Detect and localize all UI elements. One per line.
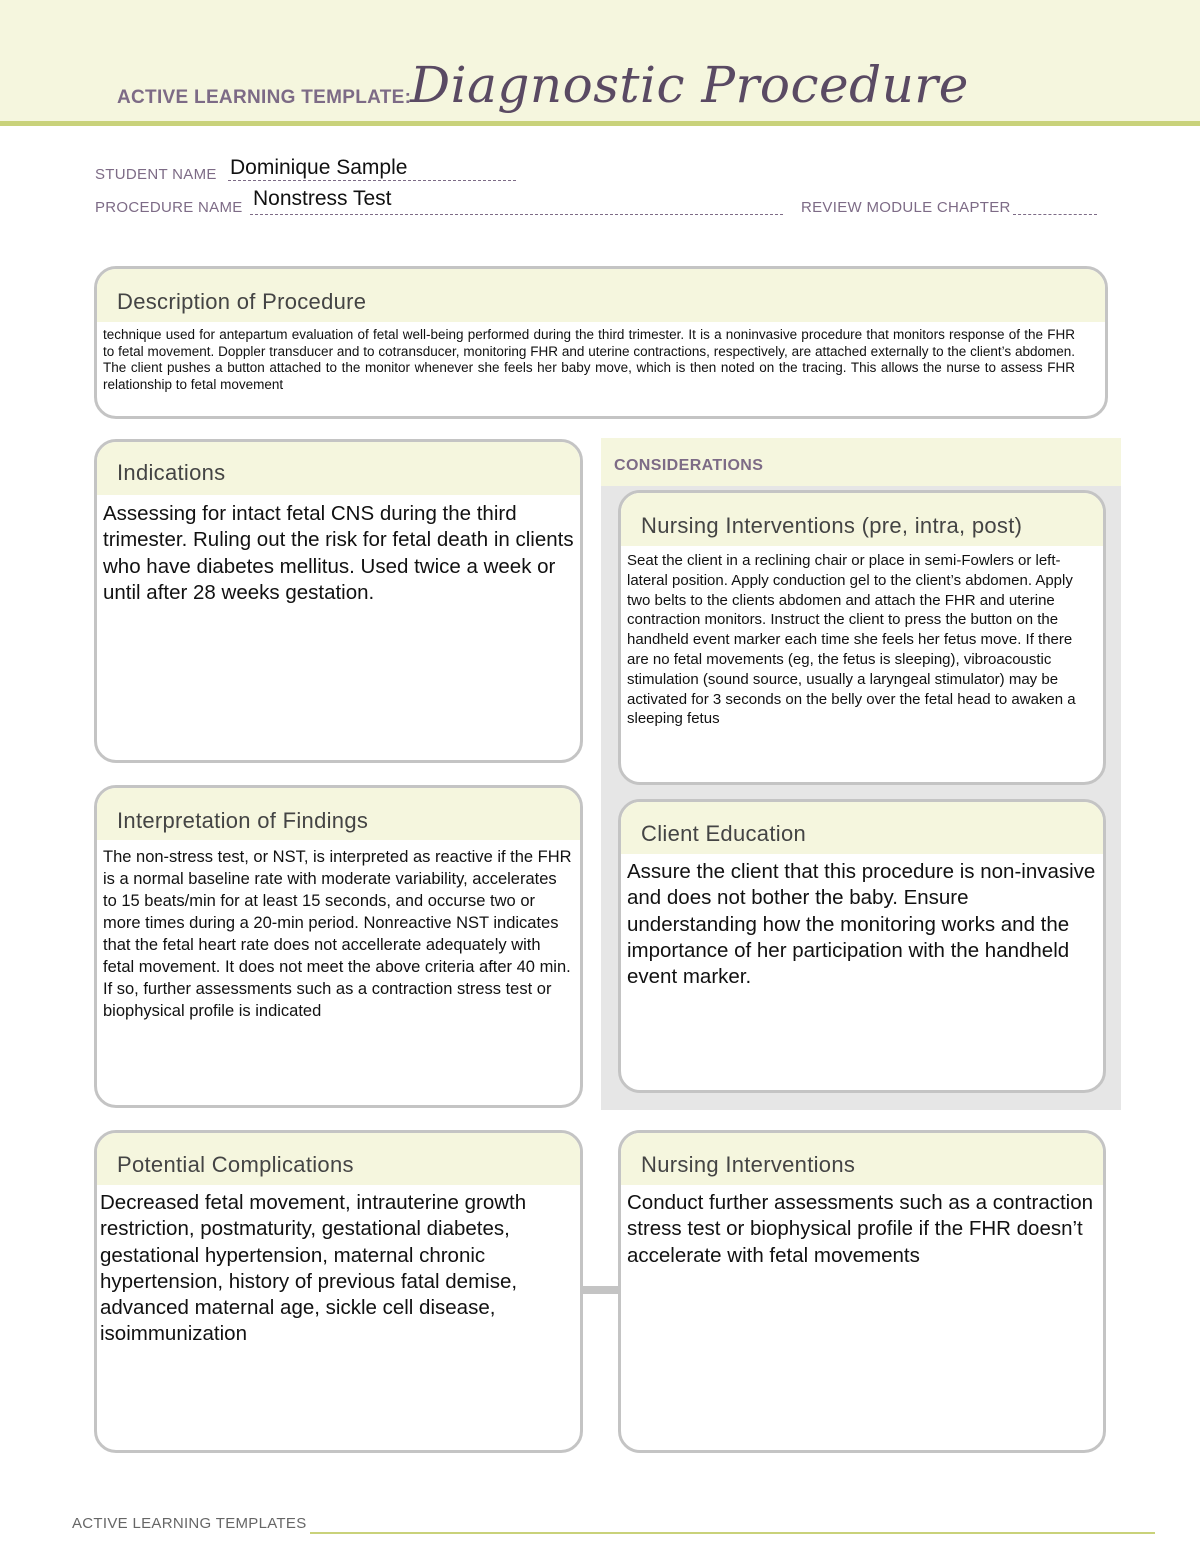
nursing-interventions-title: Nursing Interventions [621,1133,1103,1185]
student-name-label: STUDENT NAME [95,166,217,183]
template-label: ACTIVE LEARNING TEMPLATE: [117,87,412,108]
box-connector [582,1286,620,1294]
indications-title: Indications [97,442,580,495]
review-module-label: REVIEW MODULE CHAPTER [801,199,1011,216]
client-education-text[interactable]: Assure the client that this procedure is non-invasive and does not bother the baby. Ensure understanding how the monitoring works and the importance of her participation with the handheld event marker. [627,860,1096,989]
procedure-name-label: PROCEDURE NAME [95,199,243,216]
interpretation-box [94,785,583,1108]
nursing-interventions-pip-box [618,490,1106,785]
interpretation-title: Interpretation of Findings [97,788,580,840]
client-education-title: Client Education [621,802,1103,854]
nursing-interventions-pip-text[interactable]: Seat the client in a reclining chair or place in semi-Fowlers or left-lateral position. Apply conduction gel to the client’s abdomen. Apply two belts to the clients abdomen and attach the FHR and uterine contraction monitors. Instruct the client to press the button on the handheld event marker each time she feels her fetus move. If there are no fetal movements (eg, the fetus is sleeping), vibroacoustic stimulation (sound source, usually a laryngeal stimulator) may be activated for 3 seconds on the belly over the fetal head to awaken a sleeping fetus [627,552,1076,728]
page-title: Diagnostic Procedure [410,56,969,114]
nursing-interventions-box [618,1130,1106,1453]
considerations-label: CONSIDERATIONS [614,457,764,474]
footer-rule [310,1532,1155,1534]
interpretation-text[interactable]: The non-stress test, or NST, is interpreted as reactive if the FHR is a normal baseline rate with moderate variability, accelerates to 15 beats/min for at least 15 seconds, and occurse two or more times during a 20-min period. Nonreactive NST indicates that the fetal heart rate does not accellerate adequately with fetal movement. It does not meet the above criteria after 40 min. If so, further assessments such as a contraction stress test or biophysical profile is indicated [103,848,572,1020]
nursing-interventions-pip-title: Nursing Interventions (pre, intra, post) [621,493,1103,546]
nursing-interventions-text[interactable]: Conduct further assessments such as a contraction stress test or biophysical profile if the FHR doesn’t accelerate with fetal movements [627,1191,1094,1267]
complications-title: Potential Complications [97,1133,580,1185]
review-module-field[interactable] [1013,196,1097,215]
procedure-name-field[interactable]: Nonstress Test [253,187,392,210]
complications-text[interactable]: Decreased fetal movement, intrauterine growth restriction, postmaturity, gestational diabetes, gestational hypertension, maternal chronic hypertension, history of previous fatal demise, advanced maternal age, sickle cell disease, isoimmunization [100,1191,527,1346]
client-education-box [618,799,1106,1093]
description-text[interactable]: technique used for antepartum evaluation of fetal well-being performed during the third trimester. It is a noninvasive procedure that monitors response of the FHR to fetal movement. Doppler transducer and to cotransducer, monitoring FHR and uterine contractions, respectively, are attached externally to the client’s abdomen. The client pushes a button attached to the monitor whenever she feels her baby move, which is then noted on the tracing. This allows the nurse to assess FHR relationship to fetal movement [103,327,1075,392]
student-name-field[interactable]: Dominique Sample [230,156,408,179]
description-box [94,266,1108,419]
header-rule [0,121,1200,126]
indications-box [94,439,583,763]
description-title: Description of Procedure [97,269,1105,322]
complications-box [94,1130,583,1453]
indications-text[interactable]: Assessing for intact fetal CNS during the third trimester. Ruling out the risk for fetal death in clients who have diabetes mellitus. Used twice a week or until after 28 weeks gestation. [103,502,574,604]
footer-text: ACTIVE LEARNING TEMPLATES [72,1515,307,1532]
